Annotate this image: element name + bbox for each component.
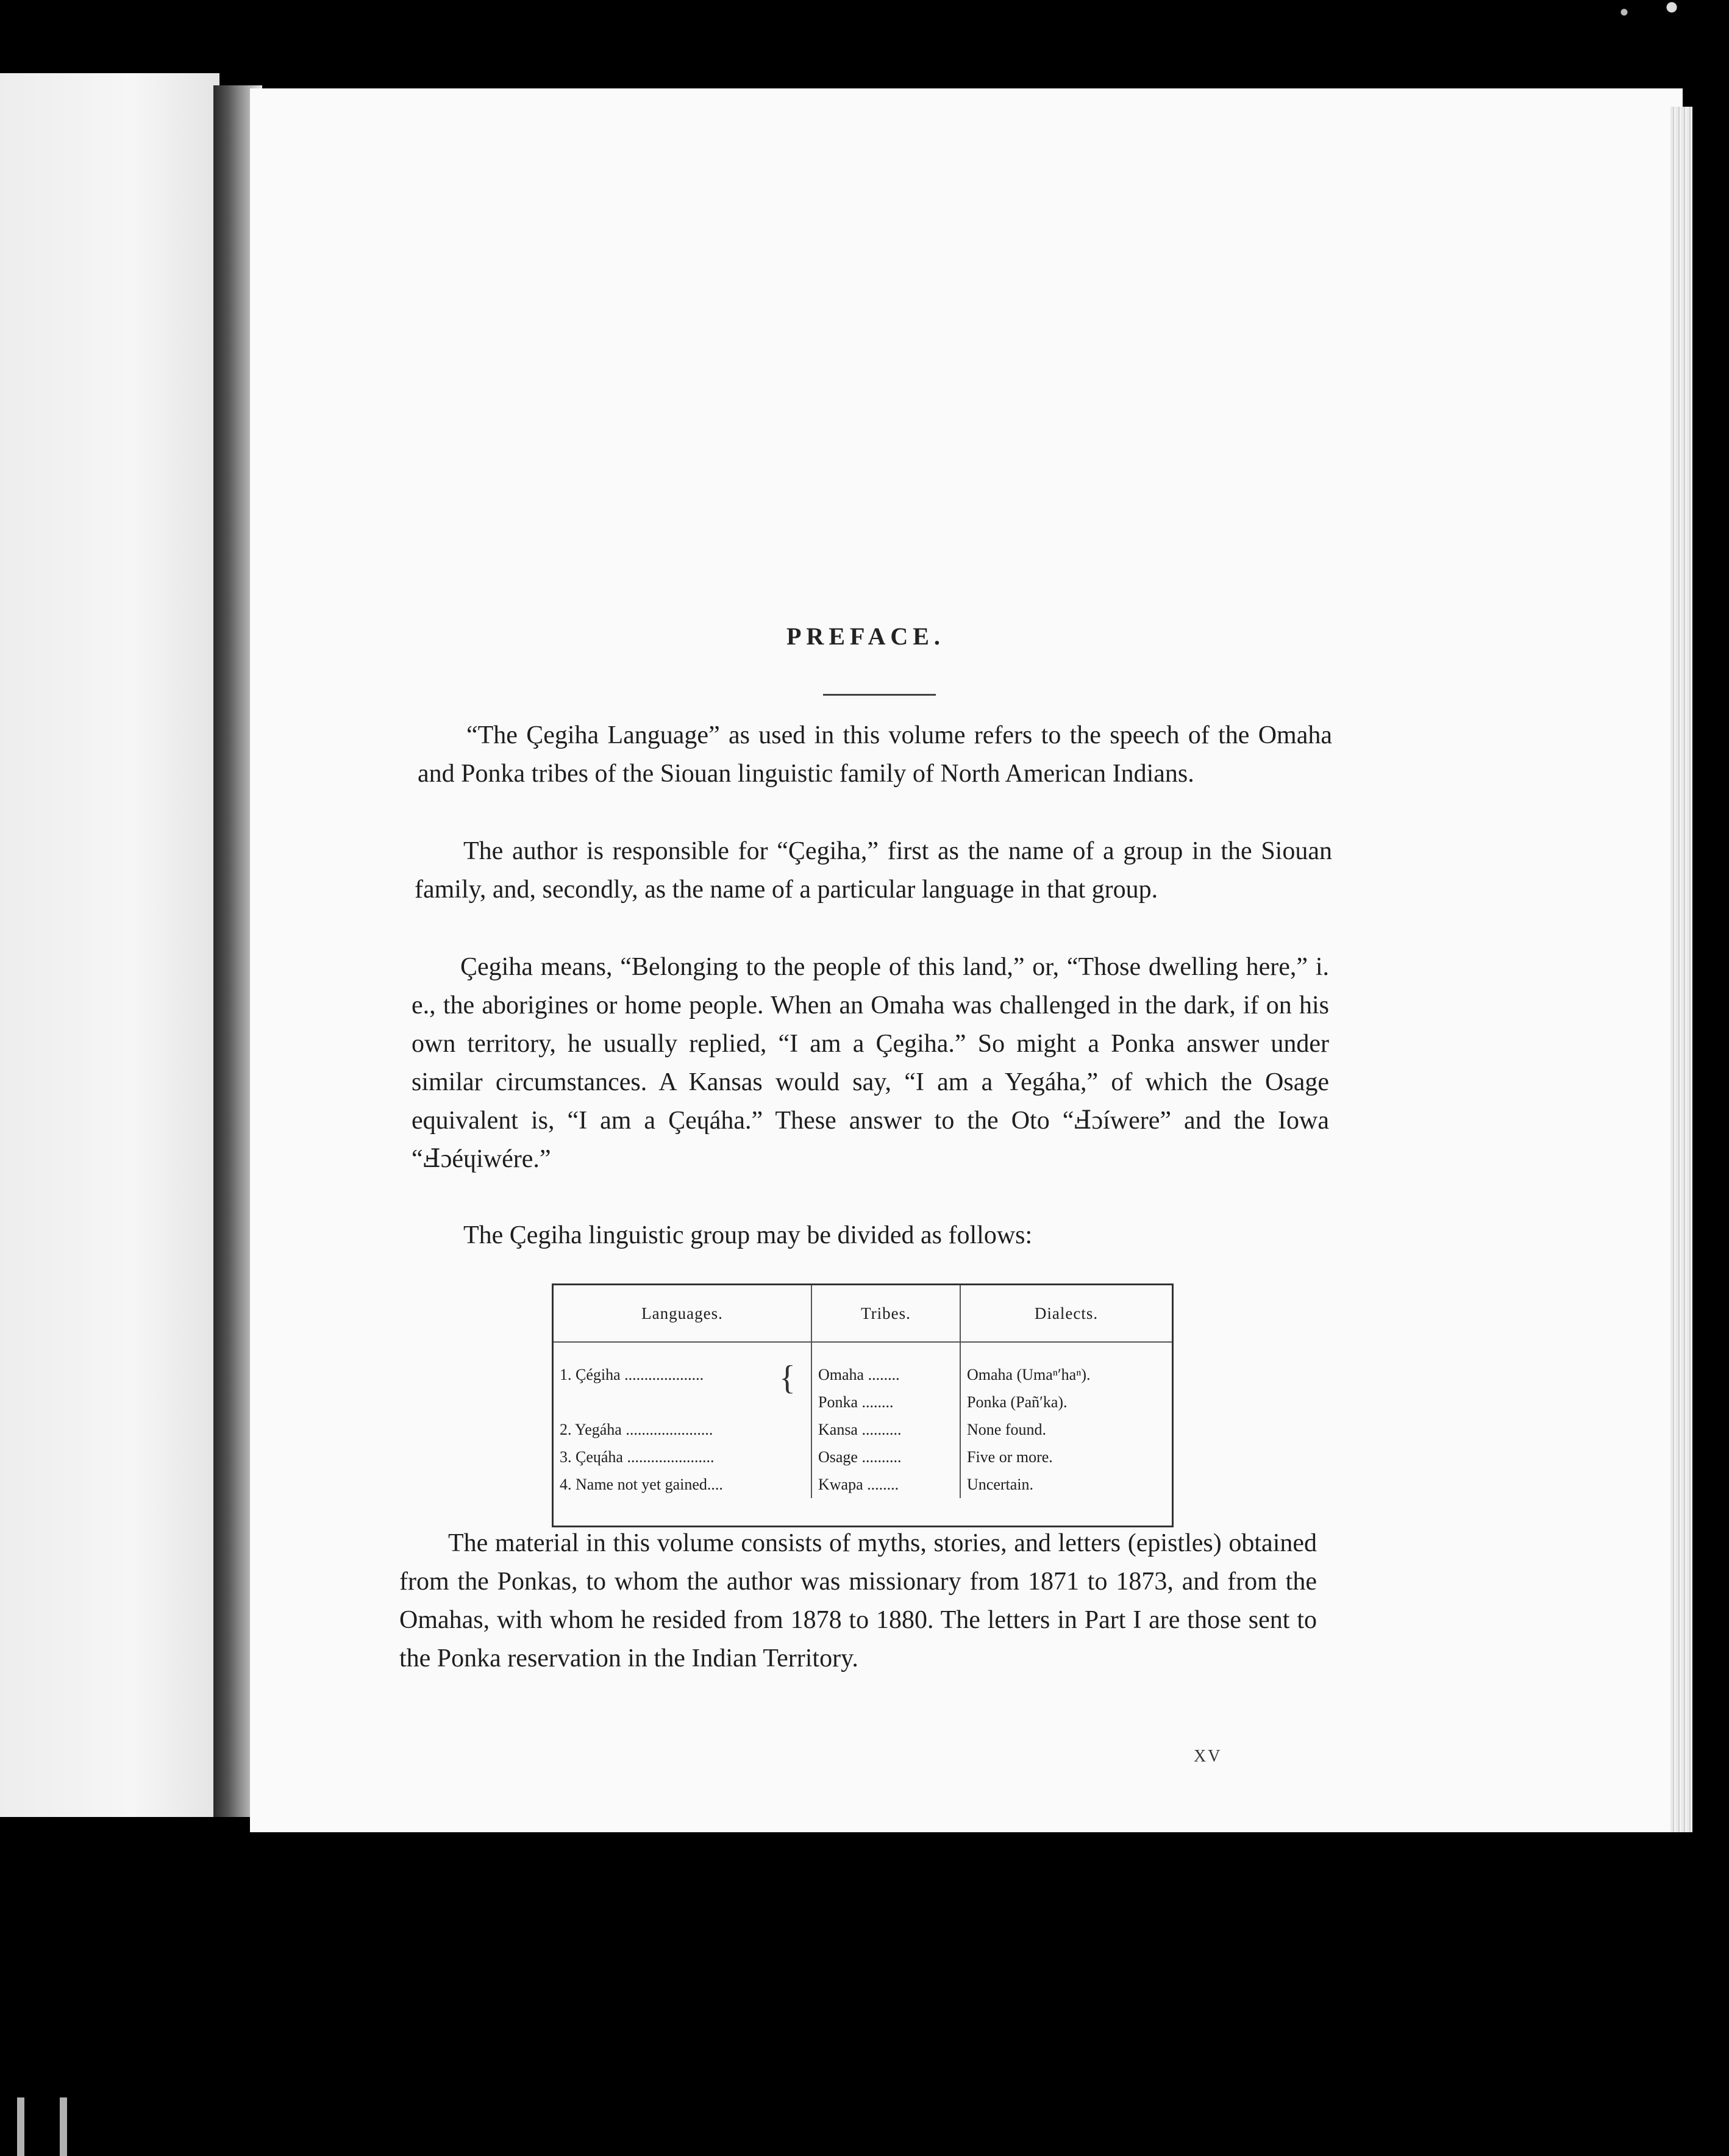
cell-tribe: Osage .......... [811,1443,960,1471]
cell-dialect: None found. [960,1416,1172,1443]
table-row [554,1416,1172,1443]
paragraph-4: The Çegiha linguistic group may be divided as follows: [463,1221,1033,1249]
table-row [554,1388,1172,1416]
table-row [554,1342,1172,1388]
paragraph-5: The material in this volume consists of myths, stories, and letters (epistles) obtained from the Ponkas, to whom the author was missionary from 1871 to 1873, and from the Omahas, with whom he resided from 1878 to 1880. The letters in Part I are those sent to the Ponka reservation in the Indian Territory. [399,1529,1317,1672]
page-title: PREFACE. [786,623,945,650]
header-tribes: Tribes. [811,1285,960,1342]
header-languages: Languages. [554,1285,811,1342]
header-dialects: Dialects. [960,1285,1172,1342]
cell-language: 4. Name not yet gained.... [560,1476,723,1493]
cell-tribe: Omaha ........ [811,1342,960,1388]
page-number: XV [1194,1747,1222,1766]
cell-tribe: Kansa .......... [811,1416,960,1443]
cell-language [554,1388,811,1416]
cell-language: 1. Çégiha .................... [560,1366,704,1383]
paragraph-3: Çegiha means, “Belonging to the people of this land,” or, “Those dwelling here,” i. e., the aborigines or home people. When an Omaha was challenged in the dark, if on his own territory, he usually replied, “I am a Çegiha.” So might a Ponka answer under similar circumstances. A Kansas would say, “I am a Yegáha,” of which the Osage equivalent is, “I am a Çeɥáha.” These answer to the Oto “Ⅎɔíwere” and the Iowa “Ⅎɔéɥiwére.” [412,953,1329,1173]
scan-artifact [1561,0,1719,24]
cell-dialect: Omaha (Umaⁿ′haⁿ). [960,1342,1172,1388]
table-row [554,1443,1172,1471]
cell-dialect: Uncertain. [960,1471,1172,1498]
cell-tribe: Kwapa ........ [811,1471,960,1498]
title-rule [823,694,936,696]
paragraph-1: “The Çegiha Language” as used in this volume refers to the speech of the Omaha and Ponka tribes of the Siouan linguistic family of North American Indians. [418,721,1332,788]
brace-glyph: { [779,1359,796,1397]
cell-dialect: Five or more. [960,1443,1172,1471]
page-stack-edge [1670,107,1692,1832]
scan-artifact-bottom [0,2097,73,2156]
cell-dialect: Ponka (Pañ′ka). [960,1388,1172,1416]
paragraph-2: The author is responsible for “Çegiha,” first as the name of a group in the Siouan family, and, secondly, as the name of a particular language in that group. [415,837,1332,904]
cell-tribe: Ponka ........ [811,1388,960,1416]
facing-page [0,73,219,1817]
table-row [554,1471,1172,1498]
cell-language: 3. Çeɥáha ...................... [560,1448,715,1466]
language-table [552,1283,1174,1527]
cell-language: 2. Yegáha ...................... [560,1421,713,1438]
